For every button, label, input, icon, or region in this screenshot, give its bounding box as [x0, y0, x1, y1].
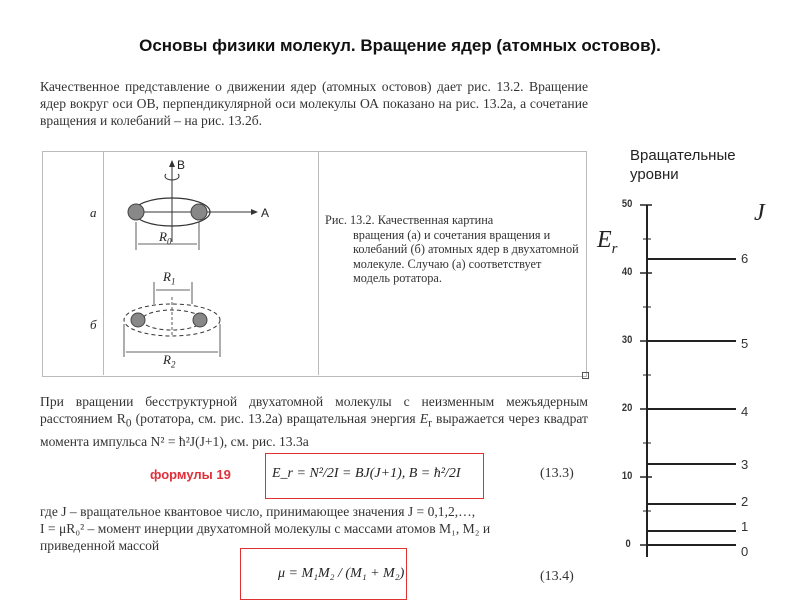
tick-label: 40	[621, 266, 633, 278]
level-label-4: 4	[741, 404, 749, 419]
where-text: где J – вращательное квантовое число, принимающее значения J = 0,1,2,…, I = μR₀² – момент инерции двухатомной молекулы с массами атомов M₁, M₂ и приведенной массой	[40, 504, 491, 553]
equation-13-3: E_r = N²/2I = BJ(J+1), B = ħ²/2I	[272, 466, 461, 481]
equation-number: (13.3)	[540, 466, 574, 481]
levels-title: Вращательные уровни	[630, 147, 736, 183]
r0-label: $R_0$	[159, 229, 172, 247]
tick-label: 50	[621, 198, 633, 210]
level-label-2: 2	[741, 494, 749, 509]
figure-caption: Рис. 13.2. Качественная картина вращения (а) и сочетания вращения и колебаний (б) атомных ядер в двухатомной молекуле. Случаю (а) соответствует модель ротатора.	[325, 213, 579, 285]
level-label-1: 1	[741, 519, 749, 534]
tick-label: 10	[621, 470, 633, 482]
r1-label: $R_1$	[163, 269, 176, 287]
level-label-5: 5	[741, 336, 749, 351]
energy-levels	[647, 259, 736, 545]
level-label-3: 3	[741, 457, 749, 472]
axis-b-label: B	[177, 158, 186, 172]
tick-label: 0	[625, 538, 631, 550]
er-label: $E_r$	[597, 227, 618, 257]
j-label: J	[754, 200, 765, 226]
formulas-label: формулы 19	[150, 467, 231, 482]
equation-13-4: μ = M₁M₂ / (M₁ + M₂)	[278, 566, 405, 581]
tick-label: 30	[621, 334, 633, 346]
tick-label: 20	[621, 402, 633, 414]
axis-a-label: A	[261, 206, 270, 220]
level-label-0: 0	[741, 544, 749, 559]
r2-label: $R_2$	[163, 352, 176, 370]
intro-paragraph: Качественное представление о движении ядер (атомных остовов) дает рис. 13.2. Вращение ядер вокруг оси ОВ, перпендикулярной оси молекулы ОА показано на рис. 13.2а, а сочетание вращения и колебаний – на рис. 13.2б.	[40, 79, 588, 128]
slide-title: Основы физики молекул. Вращение ядер (атомных остовов).	[139, 36, 661, 55]
rotation-paragraph: При вращении бесструктурной двухатомной молекулы с неизменным межъядерным расстоянием $R_0$ (ротатора, см. рис. 13.2а) вращательная энергия $E_r$ выражается через квадрат момента импульса N² = ħ²J(J+1), см. рис. 13.3а	[40, 394, 588, 449]
equation-number: (13.4)	[540, 569, 574, 584]
row-label-b: б	[90, 317, 97, 332]
level-label-6: 6	[741, 251, 749, 266]
row-label-a: а	[90, 205, 97, 220]
